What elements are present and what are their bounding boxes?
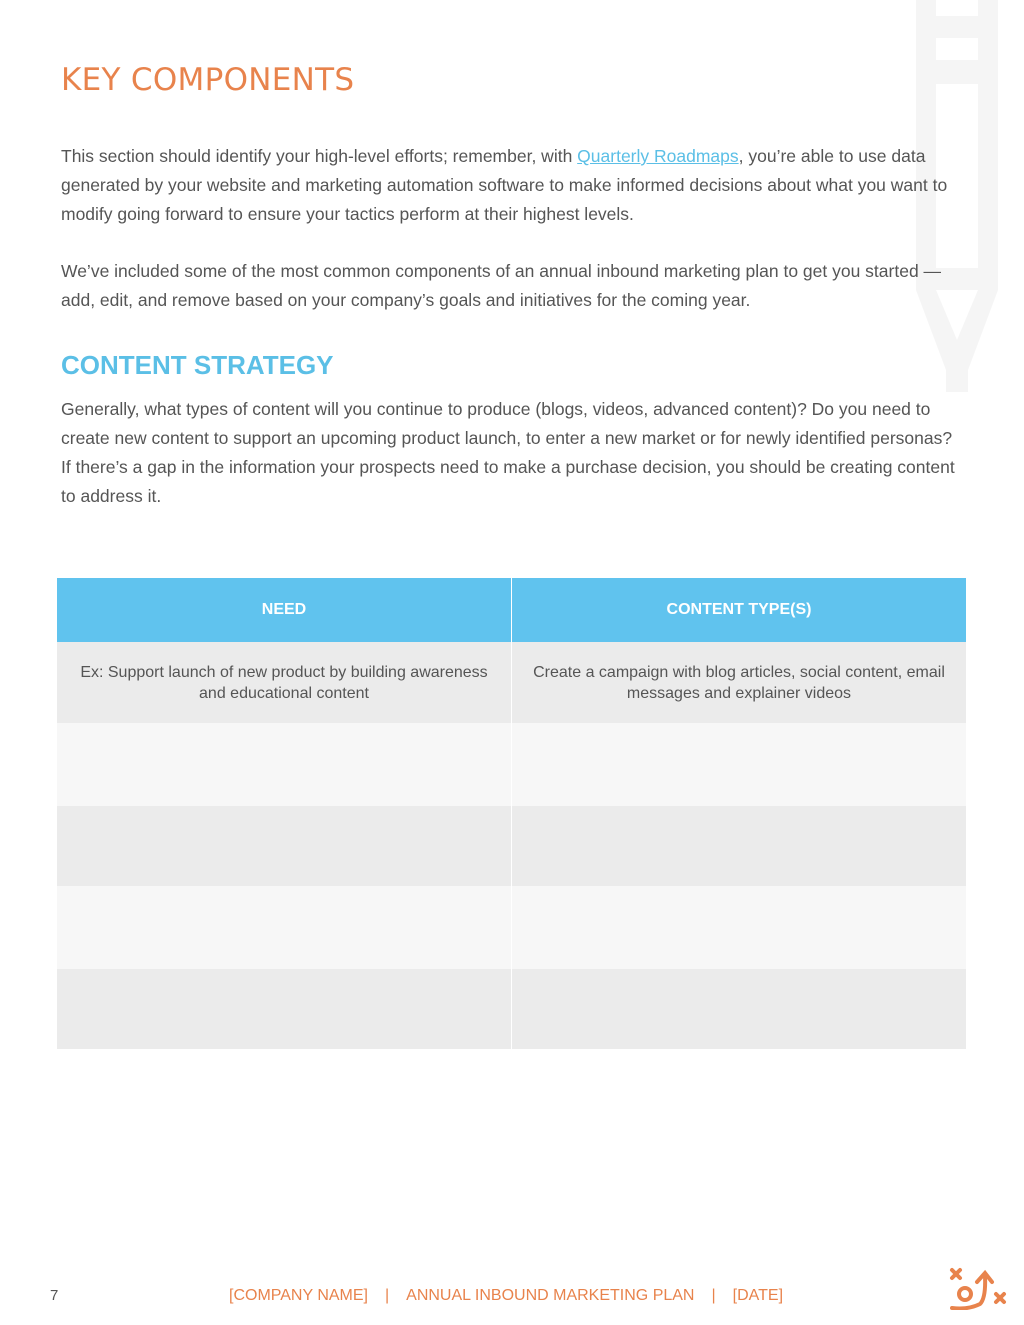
table-row xyxy=(57,806,966,886)
section-title: CONTENT STRATEGY xyxy=(61,350,334,380)
table-row xyxy=(57,969,966,1049)
content-type-cell[interactable] xyxy=(512,806,967,886)
table-row xyxy=(57,723,966,806)
intro-paragraph-2: We’ve included some of the most common components of an annual inbound marketing plan to get you started — add, edit, and remove based on your company’s goals and initiatives for the coming year. xyxy=(61,261,942,310)
footer-text xyxy=(229,1287,783,1305)
page-title: KEY COMPONENTS xyxy=(61,62,355,98)
need-cell[interactable] xyxy=(57,806,512,886)
intro-paragraph xyxy=(61,142,961,229)
table-header-row xyxy=(57,578,966,642)
section-body: Generally, what types of content will you continue to produce (blogs, videos, advanced content)? Do you need to create new content to support an upcoming product launch, to enter a new market or for newly identified personas? If there’s a gap in the information your prospects need to make a purchase decision, you should be creating content to address it. xyxy=(61,399,955,506)
footer-separator: | xyxy=(711,1287,716,1304)
footer-separator: | xyxy=(384,1287,390,1304)
content-type-cell[interactable] xyxy=(512,969,967,1049)
need-cell[interactable] xyxy=(57,969,512,1049)
strategy-play-logo-icon xyxy=(946,1264,1008,1310)
need-cell[interactable] xyxy=(57,886,512,969)
content-type-cell[interactable] xyxy=(512,886,967,969)
need-cell[interactable]: Ex: Support launch of new product by building awareness and educational content xyxy=(57,642,512,723)
content-types-column-header: CONTENT TYPE(S) xyxy=(512,578,967,642)
table-row xyxy=(57,886,966,969)
need-column-header: NEED xyxy=(57,578,512,642)
content-type-cell[interactable]: Create a campaign with blog articles, social content, email messages and explainer videos xyxy=(512,642,967,723)
footer-company: [COMPANY NAME] xyxy=(229,1287,368,1304)
need-cell[interactable] xyxy=(57,723,512,806)
intro-text-end: , you’re able to use data generated by your website and marketing automation software to make informed decisions about what you want to modify going forward to ensure your tactics perform at their highest levels. xyxy=(61,146,948,224)
content-type-cell[interactable] xyxy=(512,723,967,806)
quarterly-roadmaps-link[interactable]: Quarterly Roadmaps xyxy=(577,146,739,166)
content-strategy-table xyxy=(57,578,966,1049)
page-number: 7 xyxy=(50,1287,59,1304)
footer-plan: ANNUAL INBOUND MARKETING PLAN xyxy=(406,1287,695,1304)
table-row xyxy=(57,642,966,723)
footer-date: [DATE] xyxy=(732,1287,784,1304)
intro-text-start: This section should identify your high-level efforts; remember, with xyxy=(61,146,578,166)
